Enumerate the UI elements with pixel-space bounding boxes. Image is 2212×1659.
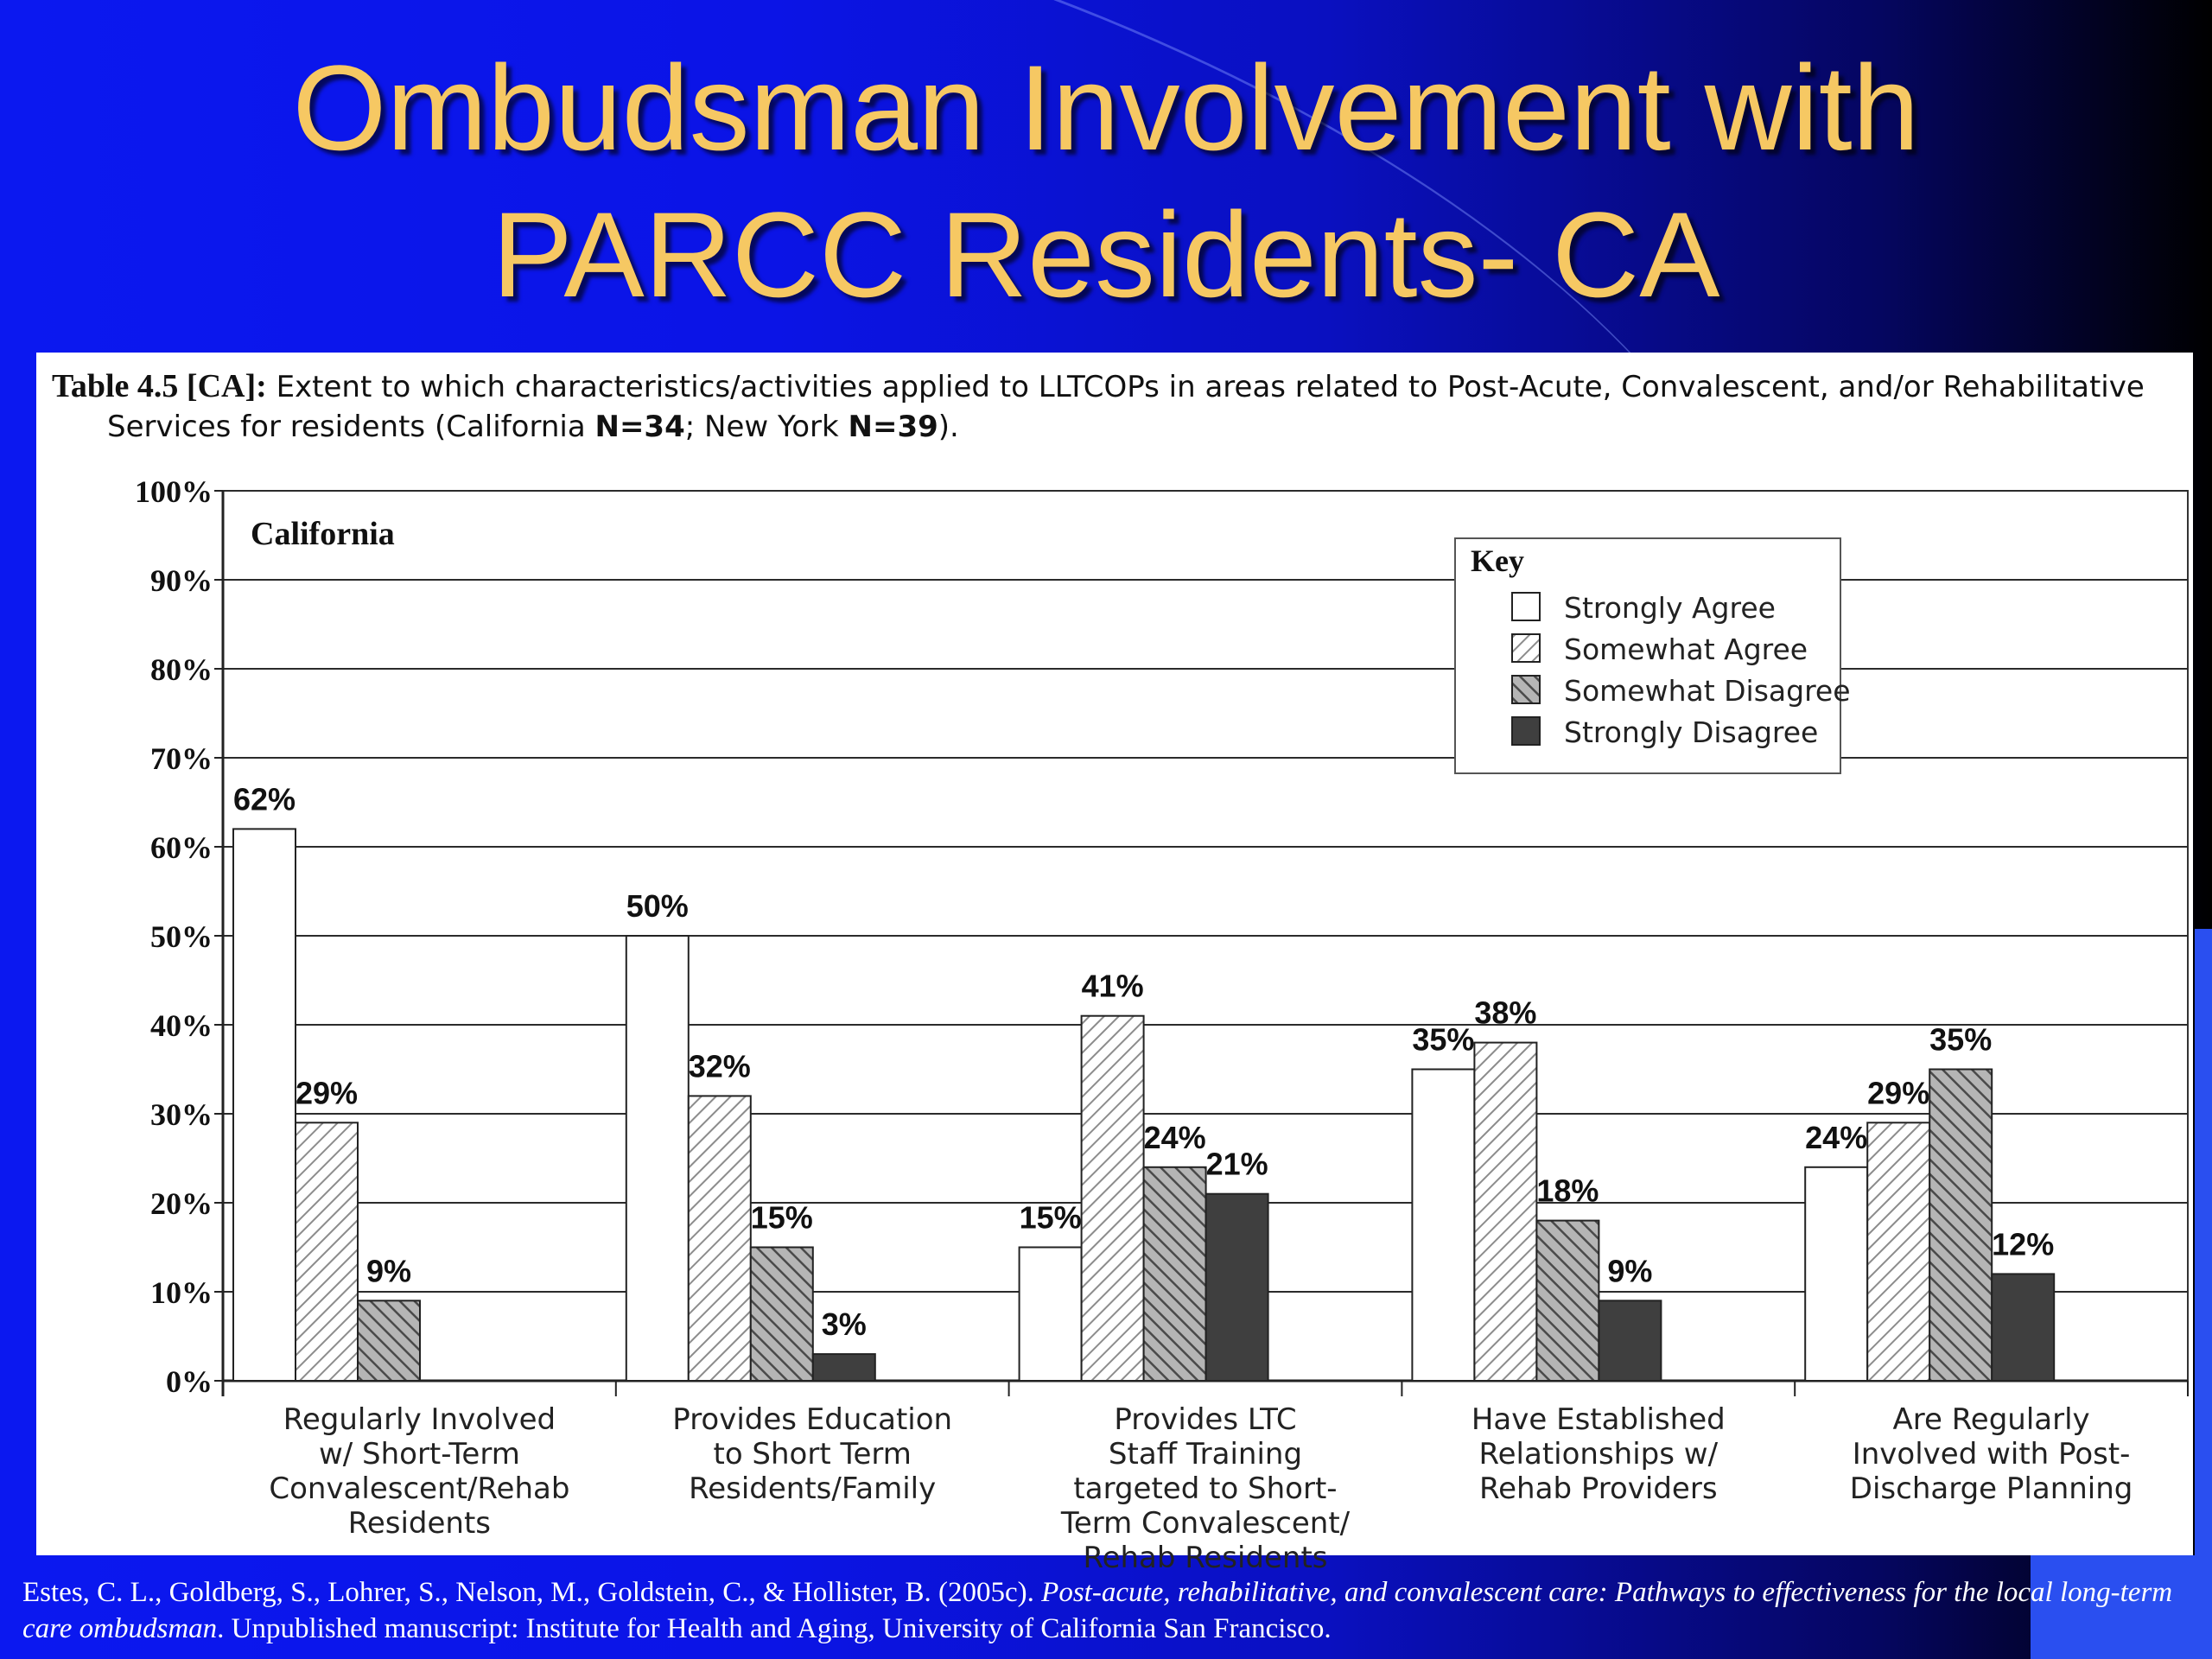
data-label: 15% [1019, 1199, 1082, 1236]
legend-label: Somewhat Disagree [1564, 674, 1851, 708]
bar [1412, 1070, 1474, 1382]
x-category-label-line: Rehab Residents [1083, 1541, 1328, 1575]
data-label: 24% [1805, 1119, 1868, 1155]
y-tick-label: 10% [150, 1275, 213, 1310]
x-category-label [1850, 1402, 2133, 1506]
data-label: 3% [821, 1306, 867, 1343]
x-category-label-line: Discharge Planning [1849, 1471, 2133, 1506]
x-category-label [672, 1402, 952, 1506]
reference-rest: . Unpublished manuscript: Institute for Health and Aging, University of California San Francisco. [217, 1613, 1332, 1644]
data-label: 32% [688, 1048, 751, 1084]
x-category-label-line: Are Regularly [1892, 1402, 2090, 1437]
x-category-label-line: Involved with Post- [1852, 1437, 2131, 1471]
bar [813, 1354, 875, 1381]
data-label: 35% [1929, 1021, 1993, 1058]
data-label: 9% [1607, 1253, 1653, 1289]
bar [1082, 1016, 1144, 1381]
caption-end: ). [938, 410, 959, 444]
data-label: 41% [1081, 968, 1144, 1004]
x-category-label-line: Residents/Family [689, 1471, 937, 1506]
chart-title: California [251, 516, 395, 552]
y-tick-label: 0% [166, 1364, 213, 1399]
bar [1020, 1248, 1082, 1382]
y-tick-label: 80% [150, 652, 213, 687]
x-category-label-line: Residents [347, 1506, 492, 1541]
bar [1536, 1221, 1599, 1381]
bar [1805, 1167, 1867, 1381]
caption-n-ca: N=34 [594, 410, 685, 444]
x-category-label-line: Convalescent/Rehab [269, 1471, 570, 1506]
legend-title: Key [1471, 543, 1524, 578]
y-tick-label: 40% [150, 1008, 213, 1043]
x-category-label-line: Have Established [1471, 1402, 1726, 1437]
caption-label: Table 4.5 [CA]: [52, 368, 267, 404]
bar [751, 1248, 813, 1382]
slide-title [0, 35, 2212, 328]
x-category-label [1060, 1402, 1351, 1575]
bar-chart [36, 353, 2193, 1575]
y-tick-label: 50% [150, 919, 213, 954]
bar [689, 1096, 751, 1381]
data-label: 35% [1412, 1021, 1475, 1058]
x-category-label [269, 1402, 569, 1541]
y-tick-label: 60% [150, 830, 213, 865]
data-label: 29% [295, 1075, 359, 1111]
bar [1144, 1167, 1206, 1381]
bar [626, 936, 689, 1381]
caption-text-1: Extent to which characteristics/activities applied to LLTCOPs in areas related to Post-Acute, Convalescent, and/or Rehabilitative [276, 370, 2145, 404]
chart-panel [36, 353, 2193, 1575]
x-category-label-line: Rehab Providers [1479, 1471, 1718, 1506]
legend-swatch [1512, 634, 1540, 662]
data-label: 50% [626, 888, 689, 924]
bar [1206, 1194, 1268, 1381]
data-label: 15% [750, 1199, 813, 1236]
data-label: 24% [1143, 1119, 1206, 1155]
y-tick-label: 70% [150, 741, 213, 776]
data-label: 62% [232, 781, 296, 817]
legend-swatch [1512, 717, 1540, 745]
bar [1599, 1300, 1661, 1381]
y-tick-label: 90% [150, 563, 213, 598]
legend-swatch [1512, 593, 1540, 620]
y-tick-label: 100% [135, 474, 213, 509]
legend-label: Somewhat Agree [1564, 632, 1808, 666]
data-label: 12% [1992, 1226, 2055, 1262]
x-category-label [1471, 1402, 1726, 1506]
x-category-label-line: to Short Term [713, 1437, 912, 1471]
bar [296, 1122, 358, 1381]
data-label: 9% [365, 1253, 412, 1289]
decorative-right-strip [2195, 929, 2212, 1659]
x-category-label-line: Provides LTC [1114, 1402, 1297, 1437]
bar [1992, 1274, 2054, 1381]
x-category-label-line: w/ Short-Term [318, 1437, 520, 1471]
legend-label: Strongly Agree [1564, 591, 1776, 625]
y-tick-label: 30% [150, 1097, 213, 1132]
x-category-label-line: Term Convalescent/ [1060, 1506, 1351, 1541]
y-tick-label: 20% [150, 1186, 213, 1221]
caption-text-2: Services for residents (California [107, 410, 586, 444]
x-category-label-line: Regularly Involved [283, 1402, 556, 1437]
data-label: 18% [1536, 1173, 1599, 1209]
x-category-label-line: targeted to Short- [1073, 1471, 1338, 1506]
reference-title: Post-acute, rehabilitative, and convalescent care: Pathways to effectiveness for the local long-term care ombudsman [22, 1577, 2173, 1644]
x-category-label-line: Relationships w/ [1478, 1437, 1719, 1471]
caption-n-ny: N=39 [848, 410, 938, 444]
caption-sep: ; New York [684, 410, 839, 444]
slide-title-line-2: PARCC Residents- CA [492, 187, 1720, 322]
reference-citation [22, 1574, 2183, 1647]
bar [1474, 1043, 1536, 1381]
reference-authors: Estes, C. L., Goldberg, S., Lohrer, S., Nelson, M., Goldstein, C., & Hollister, B. (2005c). [22, 1577, 1042, 1608]
x-category-label-line: Provides Education [672, 1402, 953, 1437]
data-label: 38% [1474, 995, 1537, 1031]
bar [1929, 1070, 1992, 1382]
slide-title-line-1: Ombudsman Involvement with [292, 40, 1920, 175]
bar [233, 829, 296, 1381]
legend-swatch [1512, 676, 1540, 703]
bar [1867, 1122, 1929, 1381]
x-category-label-line: Staff Training [1108, 1437, 1303, 1471]
data-label: 29% [1867, 1075, 1930, 1111]
data-label: 21% [1205, 1146, 1268, 1182]
legend-label: Strongly Disagree [1564, 715, 1819, 749]
bar [358, 1300, 420, 1381]
